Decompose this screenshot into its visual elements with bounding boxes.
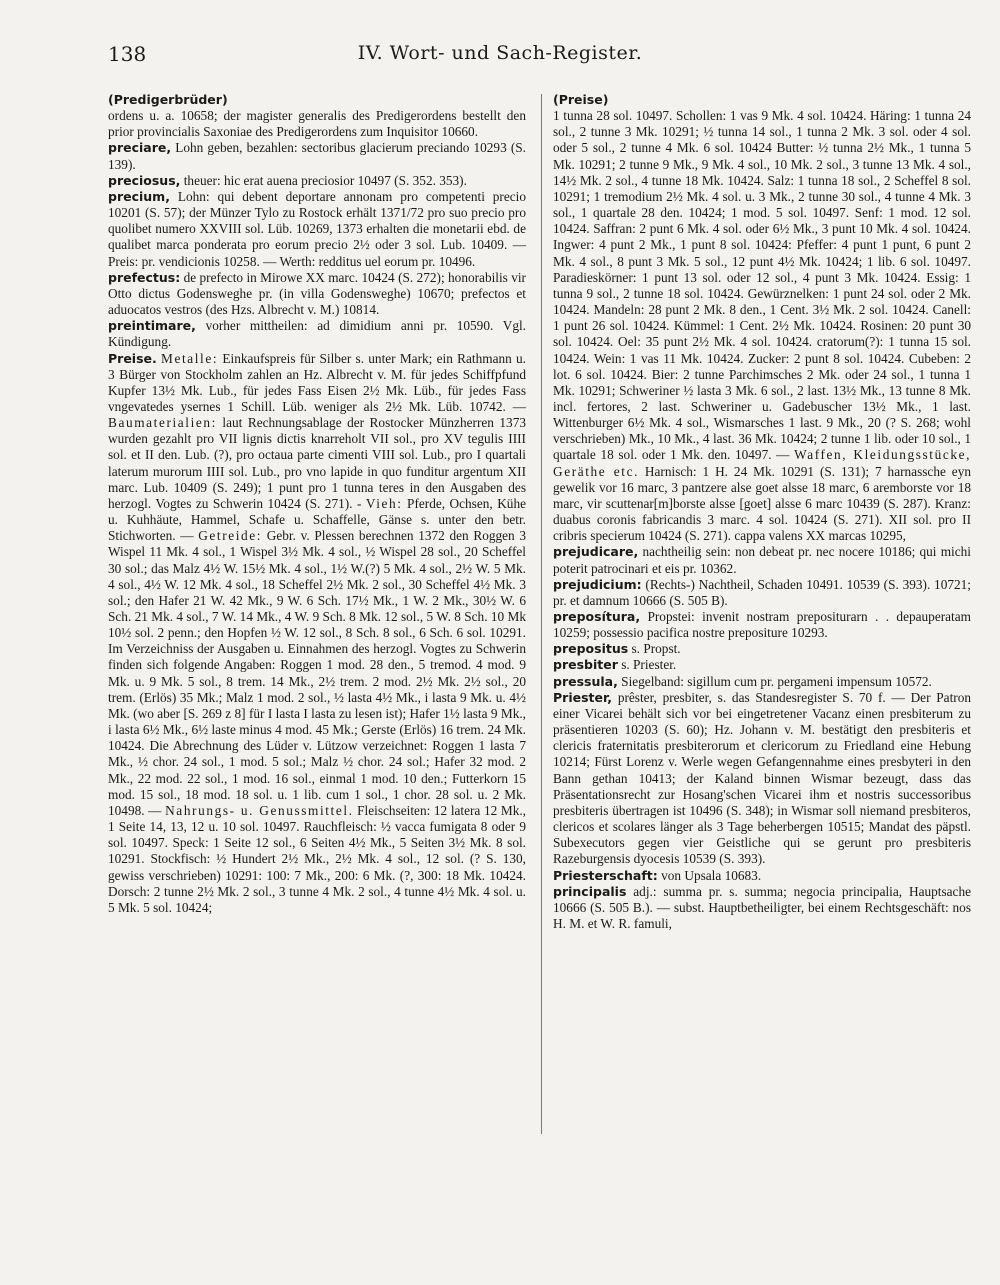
register-entry	[108, 189, 526, 270]
running-title: IV. Wort- und Sach-Register.	[357, 42, 643, 64]
entry-headword: (Predigerbrüder)	[108, 92, 228, 107]
entry-text: Lohn: qui debent deportare annonam pro competenti precio 10201 (S. 57); der Münzer Tylo zu Rostock erhält 1371/72 pro suo precio pro quolibet numero XXVIII sol. Lüb. 10269, 1373 erhalten die monetarii ebd. de qualibet marca ponderata pro eorum precio 2½ oder 3 sol. Lub. 10409. — Preis: pr. vendicionis 10258. — Werth: redditus uel eorum pr. 10496.	[108, 188, 526, 269]
left-column	[108, 92, 526, 916]
register-entry-preise	[108, 351, 526, 916]
entry-text: Einkaufspreis für Silber s. unter Mark; ein Rathmann u. 3 Bürger von Stockholm zahlen an Hz. Albrecht v. M. für jedes Schiffpfund Kupfer 13½ Mk. Lub., für jedes Fass Eisen 2½ Mk. Lüb., für jedes Fass vngevatedes ysernes 1 Schill. Lüb. weniger als 2½ Mk. Lüb. 10742. —	[108, 350, 526, 414]
entry-text: ordens u. a. 10658; der magister generalis des Predigerordens bestellt den prior provincialis Saxoniae des Predigerordens zum Inquisitor 10660.	[108, 108, 526, 140]
entry-text: (Rechts-) Nachtheil, Schaden 10491. 10539 (S. 393). 10721; pr. et damnum 10666 (S. 505 B).	[553, 576, 971, 608]
register-entry	[553, 868, 971, 884]
entry-headword: principalis	[553, 883, 627, 899]
entry-headword: precium,	[108, 188, 170, 204]
column-divider	[541, 94, 542, 1134]
entry-text: vorher mittheilen: ad dimidium anni pr. 10590. Vgl. Kündigung.	[108, 318, 526, 350]
register-entry	[553, 609, 971, 641]
entry-headword: pressula,	[553, 673, 618, 689]
entry-text: Propstei: invenit nostram prepositurarn . . depauperatam 10259; possessio pacifica nostre prepositure 10293.	[553, 609, 971, 641]
subsection-label: Baumaterialien:	[108, 415, 217, 431]
entry-headword: Preise.	[108, 350, 157, 366]
entry-headword: Priester,	[553, 689, 613, 705]
register-entry	[553, 657, 971, 673]
register-entry	[553, 577, 971, 609]
entry-text: Pferde, Ochsen, Kühe u. Kuhhäute, Hammel, Schafe u. Schaffelle, Gänse s. unter den betr. Stichworten. —	[108, 495, 526, 544]
register-entry	[108, 318, 526, 350]
register-entry	[108, 173, 526, 189]
subsection-label: Metalle:	[161, 350, 219, 366]
entry-text: s. Propst.	[628, 641, 681, 657]
register-entry	[108, 270, 526, 318]
entry-text: Siegelband: sigillum cum pr. pergameni impensum 10572.	[617, 673, 932, 689]
entry-text: von Upsala 10683.	[657, 867, 762, 883]
register-entry	[553, 884, 971, 932]
entry-headword: preciare,	[108, 140, 172, 156]
entry-text: nachtheilig sein: non debeat pr. nec nocere 10186; qui michi poterit patrocinari et eis pr. 10362.	[553, 544, 971, 576]
entry-headword: preposítura,	[553, 609, 641, 624]
entry-text: s. Priester.	[617, 657, 677, 673]
entry-text: Gebr. v. Plessen berechnen 1372 den Roggen 3 Wispel 11 Mk. 4 sol., 1 Wispel 3½ Mk. 4 sol., ½ Wispel 28 sol., 20 Scheffel 30 sol.; das Malz 4½ W. 15½ Mk. 4 sol., 1½ W.(?) 5 Mk. 4 sol., 2½ W. 5 Mk. 4 sol., 4½ W. 12 Mk. 4 sol., 18 Scheffel 2½ Mk. 2 sol., 30 Scheffel 4½ Mk. 3 sol.; den Hafer 21 W. 42 Mk., 9 W. 6 Sch. 17½ Mk., 1 W. 2 Mk., 30½ W. 6 Sch. 21 Mk. 4 sol., 7 W. 14 Mk., 4 W. 9 Sch. 8 Mk. 12 sol., 5 W. 8 Sch. 10 Mk 10½ sol. 2 penn.; den Hopfen ½ W. 12 sol., 8 Sch. 8 sol., 6 Sch. 6 sol. 10291. Im Verzeichniss der Ausgaben u. Einnahmen des herzogl. Vogtes zu Schwerin finden sich folgende Angaben: Roggen 1 mod. 28 den., 5 tremod. 4 mod. 9 Mk. u. 9 Mk. 5 sol., 8 trem. 14 Mk., 2½ trem. 2 mod. 2½ Mk. 2½ sol., 20 trem. (Erlös) 35 Mk.; Malz 1 mod. 2 sol., ½ lasta 4½ Mk., i lasta 9 Mk. u. 4½ Mk. (wo aber [S. 269 z 8] für I lasta I lasta zu lesen ist); Hafer 1½ lasta 9 Mk., i lasta 6½ Mk., 6½ laste minus 4 mod. 45 Mk.; Gerste (Erlös) 16 trem. 24 Mk. 10424. Die Abrechnung des Lüder v. Lützow verzeichnet: Roggen 1 lasta 7 Mk., ½ chor. 24 sol., 1 mod. 5 sol.; Malz ½ chor. 24 sol.; Hafer 32 mod. 2 Mk., 22 mod. 22 sol., 1 mod. 16 sol., einmal 1 mod. 10 den.; Futterkorn 15 mod. 15 sol., 18 mod. 18 sol. u. 1 lib. cum 1 sol., 1 chor. 28 sol. u. 2 Mk. 10498. —	[108, 528, 527, 818]
entry-headword: preintimare,	[108, 318, 196, 334]
register-entry	[553, 641, 971, 657]
subsection-label: Getreide:	[198, 528, 263, 544]
entry-text: Lohn geben, bezahlen: sectoribus glacierum preciando 10293 (S. 139).	[108, 140, 526, 172]
register-entry	[553, 544, 971, 576]
subsection-label: Waffen, Kleidungsstücke, Geräthe etc.	[553, 447, 971, 479]
entry-headword: prejudicium:	[553, 576, 642, 592]
register-entry	[108, 140, 526, 172]
register-entry	[553, 674, 971, 690]
entry-text: adj.: summa pr. s. summa; negocia principalia, Hauptsache 10666 (S. 505 B.). — subst. Hauptbetheiligter, bei einem Rechtsgeschäft: nos H. M. et W. R. famuli,	[553, 883, 971, 931]
entry-text: prêster, presbiter, s. das Standesregister S. 70 f. — Der Patron einer Vicarei behält sich vor bei eingetretener Vacanz einen presbiterum zu präsentieren 10203 (S. 60); Hz. Johann v. M. bestätigt den presbiteris et clericis fraternitatis presbiterorum et clericorum zu Friedland eine Hebung 10214; Fürst Lorenz v. Werle wegen Gefangennahme eines presbyteri in den Bann gethan 10413; der Kaland binnen Wismar bezeugt, dass das Präsentationsrecht zur Hosang'schen Vicarei ihm et nostris successoribus presbiteris übertragen ist 10496 (S. 348); in Wismar soll niemand presbiteros, clericos et scolares länger als 3 Tage beherbergen 10515; Mandat des päpstl. Subexecutors gegen vier Geistliche qui se gerunt pro presbiteris Razeburgensis dyocesis 10539 (S. 393).	[553, 689, 971, 867]
register-entry	[553, 690, 971, 868]
register-entry-continuation	[553, 92, 971, 544]
entry-headword: prejudicare,	[553, 544, 639, 560]
page-number: 138	[108, 42, 147, 66]
page-header	[108, 42, 892, 78]
register-entry-continuation	[108, 92, 526, 140]
entry-headword: prepositus	[553, 641, 629, 657]
subsection-label: Vieh:	[365, 495, 403, 511]
entry-text: laut Rechnungsablage der Rostocker Münzherren 1373 wurden gezahlt pro VII lignis dictis knarreholt VII sol., pro XV tegulis IIII sol. et II den. Lub. (?), pro octaua parte cimenti VIII sol. Lub., pro I quartali laterum murorum IIII sol. Lub., pro vno lapide in quo funditur argentum XII marc. Lub. 10409 (S. 249); 1 punt pro 1 tunna teres in den Ausgaben des herzogl. Vogtes zu Schwerin 10424 (S. 271). -	[108, 415, 526, 511]
entry-text: de prefecto in Mirowe XX marc. 10424 (S. 272); honorabilis vir Otto dictus Godensweghe pr. (in villa Godensweghe) 10670; prefectos et aduocatos vestros (des Hzs. Albrecht v. M.) 10814.	[108, 269, 526, 318]
entry-text: theuer: hic erat auena preciosior 10497 (S. 352. 353).	[180, 172, 467, 188]
entry-text: Fleischseiten: 12 latera 12 Mk., 1 Seite 14, 13, 12 u. 10 sol. 10497. Rauchfleisch: ½ vacca fumigata 8 oder 9 sol. 10497. Speck: 1 Seite 12 sol., 6 Seiten 4½ Mk., 5 Seiten 3½ Mk. 8 sol. 10291. Stockfisch: ½ Hundert 2½ Mk., 2½ Mk. 4 sol., 12 sol. (? S. 130, gewiss verschrieben) 10291: 100: 7 Mk., 200: 6 Mk. (?, 300: 18 Mk. 10424. Dorsch: 2 tunne 2½ Mk. 2 sol., 3 tunne 4 Mk. 2 sol., 4 tunne 4½ Mk. 4 sol. u. 5 Mk. 5 sol. 10424;	[108, 802, 526, 915]
right-column	[553, 92, 971, 932]
entry-headword: Priesterschaft:	[553, 867, 658, 883]
entry-text: Harnisch: 1 H. 24 Mk. 10291 (S. 131); 7 harnassche eyn gewelik vor 16 marc, 3 pantzere alse goet alsse 18 marc, 6 aremborste vor 18 marc, vir scuttenar[m]borste alsse [goet] alsse 6 marc 10439 (S. 287). Kranz: duabus coronis fabricandis 3 marc. 4 sol. 10424 (S. 271). XII sol. pro II cribris specierum 10424 (S. 271). cappa valens XX marcas 10295,	[553, 463, 971, 544]
entry-headword: presbiter	[553, 657, 618, 673]
entry-text: 1 tunna 28 sol. 10497. Schollen: 1 vas 9 Mk. 4 sol. 10424. Häring: 1 tunna 24 sol., 2 tunne 3 Mk. 10291; ½ tunna 14 sol., 1 tunna 2 Mk. 3 sol. oder 4 sol. oder 5 sol., 2 tunne 4 Mk. 6 sol. 10424 Butter: ½ tunna 2½ Mk., 1 tunna 5 Mk. 10291; 2 tunne 9 Mk., 9 Mk. 4 sol., 10 Mk. 2 sol., 3 tunne 13 Mk. 4 sol., 14½ Mk. 2 sol., 4 tunne 18 Mk. 10424. Salz: 1 tunna 18 sol., 2 Scheffel 8 sol. 10291; 1 tremodium 2½ Mk. 4 sol. u. 3 Mk., 2 tunne 30 sol., 4 tunne 4 Mk. 3 sol., 1 quartale 28 den. 10424; 1 mod. 5 sol. 10497. Senf: 1 mod. 12 sol. 10424. Saffran: 2 punt 6 Mk. 4 sol. oder 6½ Mk., 3 punt 10 Mk. 4 sol. 10424. Ingwer: 4 punt 2 Mk., 1 punt 8 sol. 10424: Pfeffer: 4 punt 1 punt, 6 punt 2 Mk. 4 sol., 8 punt 3 Mk. 5 sol., 12 punt 4½ Mk. 10424; 1 lib. 6 sol. 10497. Paradieskörner: 1 punt 13 sol. oder 12 sol., 4 punt 3 Mk. 10424. Essig: 1 tunna 9 sol., 2 tunne 18 sol. 10424. Gewürznelken: 1 punt 24 sol. oder 2 Mk. 10424. Mandeln: 28 punt 2 Mk. 8 den., 1 Cent. 3½ Mk. 2 sol. 10424. Canell: 1 punt 26 sol. 10424. Kümmel: 1 Cent. 2½ Mk. 10424. Rosinen: 20 punt 30 sol. 10424. Oel: 35 punt 2½ Mk. 4 sol. 10424. cratorum(?): 1 tunna 15 sol. 10424. Wein: 1 vas 11 Mk. 10424. Zucker: 2 punt 8 sol. 10424. Cubeben: 2 lot. 6 sol. 10424. Bier: 2 tunne Parchimsches 2 Mk. oder 24 sol., 1 tunna 1 Mk. 10291; Schweriner ½ lasta 3 Mk. 6 sol., 2 last. 13½ Mk., 13 tunne 8 Mk. incl. fertores, 2 last. Schweriner u. Gadebuscher 13½ Mk., 1 last. Wittenburger 6½ Mk. 4 sol., Wismarsches 1 last. 9 Mk., 20 (? S. 268; wohl verschrieben) Mk., 10 Mk., 4 last. 36 Mk. 10424; 2 tunne 1 lib. oder 10 sol., 1 quartale 18 sol. oder 1 Mk. den. 10497. —	[553, 108, 971, 463]
entry-headword: preciosus,	[108, 172, 181, 188]
entry-headword: prefectus:	[108, 269, 181, 285]
entry-headword: (Preise)	[553, 92, 609, 107]
subsection-label: Nahrungs- u. Genussmittel.	[165, 802, 354, 818]
